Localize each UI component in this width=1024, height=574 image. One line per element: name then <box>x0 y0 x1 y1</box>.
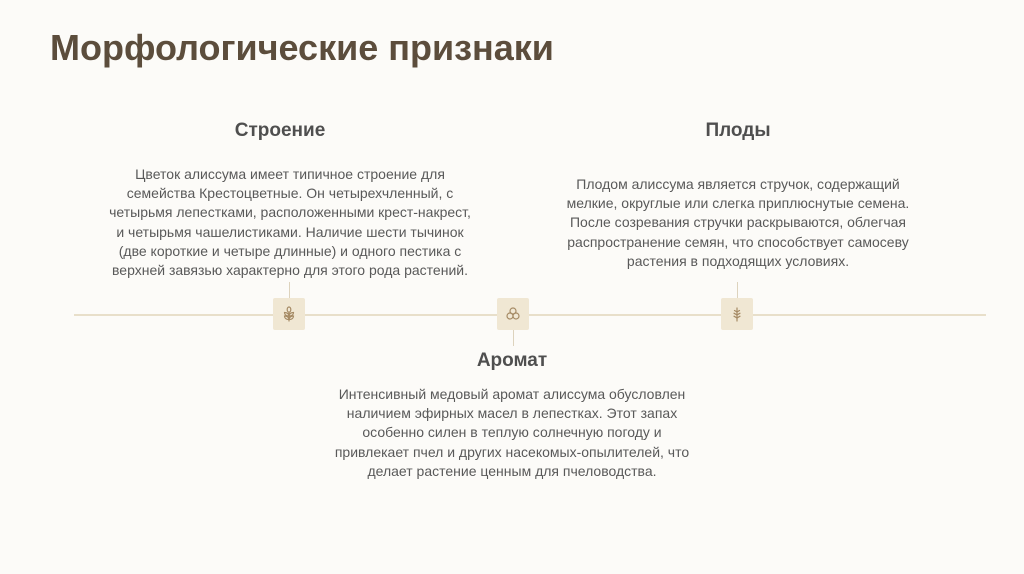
text-line: и четырьмя чашелистиками. Наличие шести тычинок <box>116 223 464 240</box>
text-line: После созревания стручки раскрываются, облегчая <box>569 214 907 231</box>
text-structure <box>60 165 520 280</box>
text-line: четырьмя лепестками, расположенными крест-накрест, <box>109 204 471 221</box>
stem-structure <box>289 282 290 298</box>
heading-structure: Строение <box>234 120 326 141</box>
text-line: (две короткие и четыре длинные) и одного пестика с <box>118 242 462 259</box>
text-line: Цветок алиссума имеет типичное строение для <box>135 166 445 182</box>
node-aroma <box>497 298 529 330</box>
text-line: Интенсивный медовый аромат алиссума обусловлен <box>338 386 686 402</box>
flower-icon <box>281 306 297 322</box>
stem-fruits <box>737 282 738 298</box>
text-line: наличием эфирных масел в лепестках. Этот запах <box>346 405 678 422</box>
node-fruits <box>721 298 753 330</box>
timeline-line <box>74 314 986 316</box>
heading-aroma: Аромат <box>476 350 548 371</box>
text-line: распространение семян, что способствует самосеву <box>567 233 909 250</box>
wheat-icon <box>729 306 745 322</box>
page-title: Морфологические признаки <box>50 27 554 68</box>
text-line: мелкие, округлые или слегка приплюснутые семена. <box>566 195 910 212</box>
text-line: делает растение ценным для пчеловодства. <box>367 462 657 479</box>
text-fruits <box>518 175 958 271</box>
text-line: Плодом алиссума является стручок, содержащий <box>576 176 900 192</box>
text-line: растения в подходящих условиях. <box>626 252 850 269</box>
blossom-icon <box>505 306 521 322</box>
text-line: привлекает пчел и других насекомых-опылителей, что <box>334 443 690 460</box>
stem-aroma <box>513 330 514 346</box>
text-line: особенно силен в теплую солнечную погоду и <box>362 424 662 441</box>
heading-fruits: Плоды <box>705 120 771 141</box>
node-structure <box>273 298 305 330</box>
text-aroma <box>292 385 732 481</box>
text-line: семейства Крестоцветные. Он четырехчленный, с <box>126 185 454 202</box>
text-line: верхней завязью характерно для этого рода растений. <box>112 262 468 279</box>
